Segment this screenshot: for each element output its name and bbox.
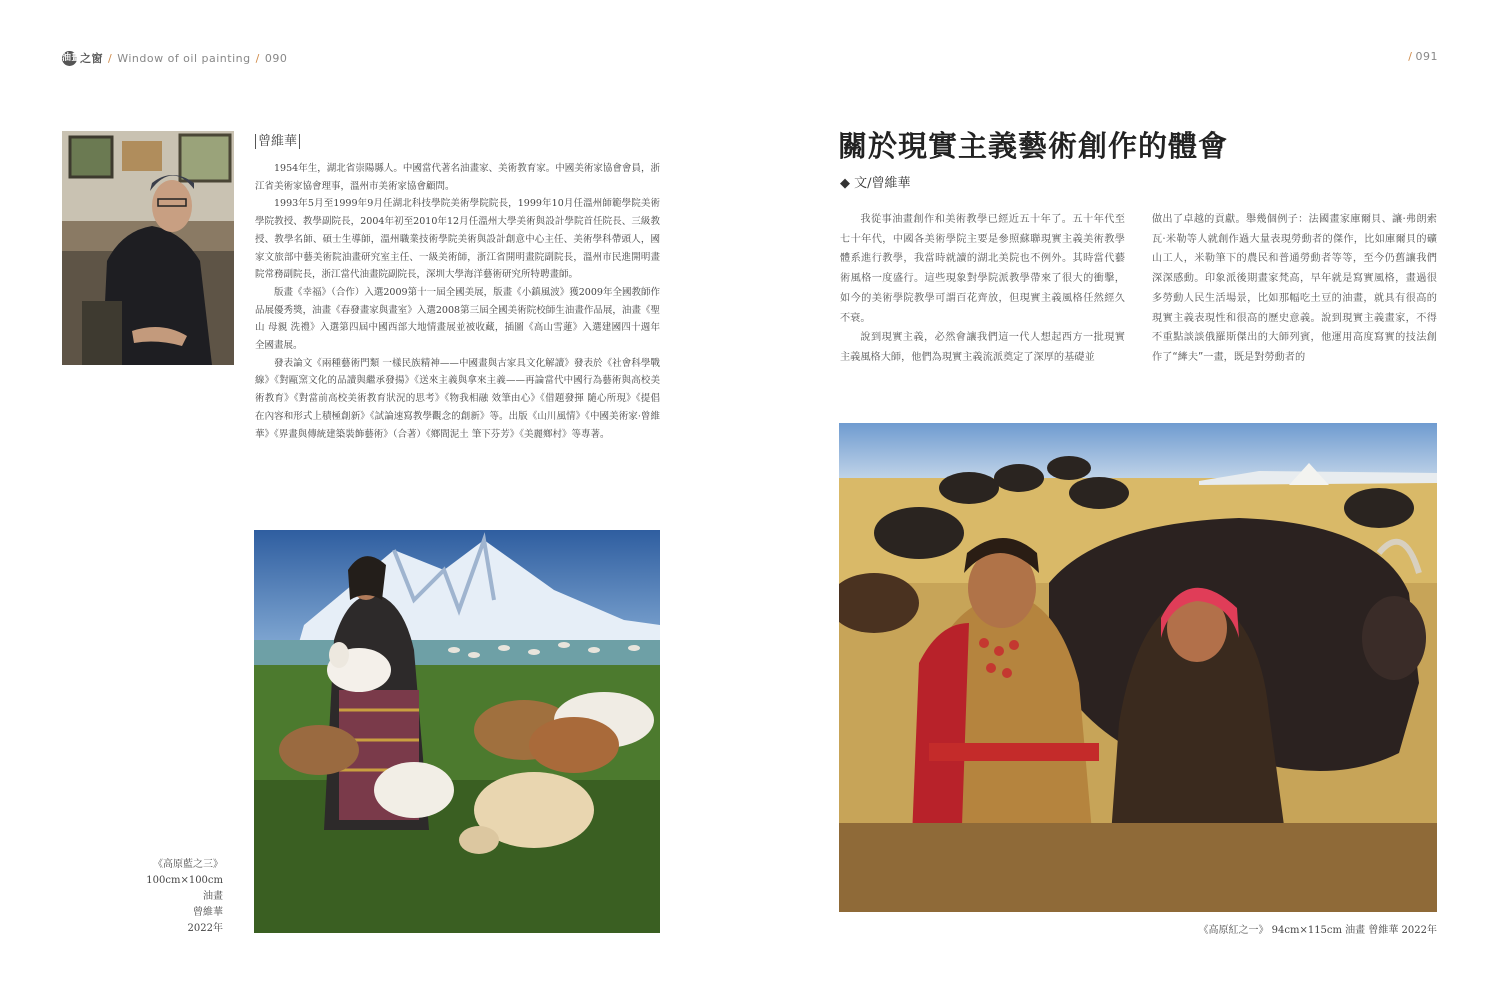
magazine-logo-icon: 油畫 xyxy=(62,51,77,66)
bio-heading-bar xyxy=(299,134,300,149)
painting-plateau-blue-3 xyxy=(254,530,660,933)
bio-paragraph: 版畫《幸福》（合作）入選2009第十一屆全國美展，版畫《小鎮風波》獲2009年全國教師作品展優秀獎，油畫《春發畫家與畫室》入選2008第三屆全國美術院校師生油畫作品展，油畫《聖山 母親 洗禮》入選第四屆中國西部大地情畫展並被收藏，插圖《高山雪蓮》入選建國四十週年全國畫展。 xyxy=(255,286,660,352)
bio-paragraph: 1993年5月至1999年9月任湖北科技學院美術學院院長，1999年10月任溫州師範學院美術學院教授、教學副院長，2004年初至2010年12月任溫州大學美術與設計學院首任院長、三級教授、教學名師、碩士生導師，溫州職業技術學院美術與設計創意中心主任、美術學科帶頭人，國家文旅部中藝美術院油畫研究室主任、一級美術師，浙江省開明畫院副院長，溫州市民進開明畫院常務副院長，浙江當代油畫院副院長，深圳大學海洋藝術研究所特聘畫師。 xyxy=(255,198,660,281)
article-paragraph: 我從事油畫創作和美術教學已經近五十年了。五十年代至七十年代，中國各美術學院主要是參照蘇聯現實主義美術教學體系進行教學，我當時就讀的湖北美院也不例外。其時當代藝術風格一度盛行。這些現象對學院派教學帶來了很大的衝擊，如今的美術學院教學可謂百花齊放，但現實主義風格任然經久不衰。 xyxy=(840,214,1125,324)
left-painting-caption xyxy=(103,857,223,937)
article-column-1 xyxy=(840,210,1125,368)
left-caption-artist: 曾維華 xyxy=(193,907,223,918)
byline-author: 文/曾維華 xyxy=(854,176,911,191)
bio-paragraph: 發表論文《兩種藝術門類 一樣民族精神——中國畫與古家具文化解讀》發表於《社會科學戰線》《對甌窯文化的品讀與繼承發揚》《送來主義與拿來主義——再論當代中國行為藝術與高校美術教育》《對當前高校美術教育狀況的思考》《物我相融 效筆由心》《借題發揮 隨心所現》《提倡在內容和形式上積極創新》《試論速寫教學觀念的創新》等。出版《山川風情》《中國美術家·曾維華》《界畫與傳統建築裝飾藝術》（合著）《鄉間泥土 筆下芬芳》《美麗鄉村》等專著。 xyxy=(255,357,660,440)
right-painting-caption: 《高原紅之一》 94cm×115cm 油畫 曾維華 2022年 xyxy=(1198,925,1437,936)
left-caption-title: 《高原藍之三》 xyxy=(153,859,223,870)
article-title: 關於現實主義藝術創作的體會 xyxy=(838,129,1229,163)
byline-diamond-icon: ◆ xyxy=(840,176,850,191)
header-separator: / xyxy=(255,51,260,65)
painting-plateau-red-1 xyxy=(839,423,1437,912)
running-header-right xyxy=(1405,50,1438,63)
article-paragraph: 做出了卓越的貢獻。舉幾個例子：法國畫家庫爾貝、讓·弗朗索瓦·米勒等人就創作過大量表現勞動者的傑作，比如庫爾貝的礦山工人，米勒筆下的農民和普通勞動者等等，至今仍舊讓我們深深感動。印象派後期畫家梵高，早年就是寫實風格，畫過很多勞動人民生活場景，比如那幅吃土豆的油畫，就具有很高的現實主義表現性和很高的歷史意義。說到現實主義畫家，不得不重點談談俄羅斯傑出的大師列賓，他運用高度寫實的技法創作了“縴夫”一畫，既是對勞動者的 xyxy=(1152,214,1437,363)
article-paragraph: 說到現實主義，必然會讓我們這一代人想起西方一批現實主義風格大師，他們為現實主義流派奠定了深厚的基礎並 xyxy=(840,332,1125,363)
magazine-logo-suffix: 之窗 xyxy=(80,52,103,65)
article-byline xyxy=(840,172,911,191)
bio-paragraph: 1954年生，湖北省崇陽縣人。中國當代著名油畫家、美術教育家。中國美術家協會會員，浙江省美術家協會理事，溫州市美術家協會顧問。 xyxy=(255,163,660,192)
bio-heading xyxy=(253,130,302,149)
page-number-right: 091 xyxy=(1415,50,1438,63)
artist-name: 曾維華 xyxy=(258,134,298,149)
left-caption-year: 2022年 xyxy=(187,923,223,934)
page-number-left: 090 xyxy=(264,51,288,65)
artist-bio xyxy=(255,160,660,443)
article-column-2 xyxy=(1152,210,1437,368)
left-caption-medium: 油畫 xyxy=(203,891,223,902)
running-header-left xyxy=(62,50,287,66)
artist-portrait-photo xyxy=(62,131,234,365)
header-separator: / xyxy=(108,51,113,65)
bio-heading-bar xyxy=(255,134,256,149)
magazine-title: Window of oil painting xyxy=(117,51,251,65)
left-caption-size: 100cm×100cm xyxy=(146,875,223,886)
header-separator: / xyxy=(1408,50,1413,63)
